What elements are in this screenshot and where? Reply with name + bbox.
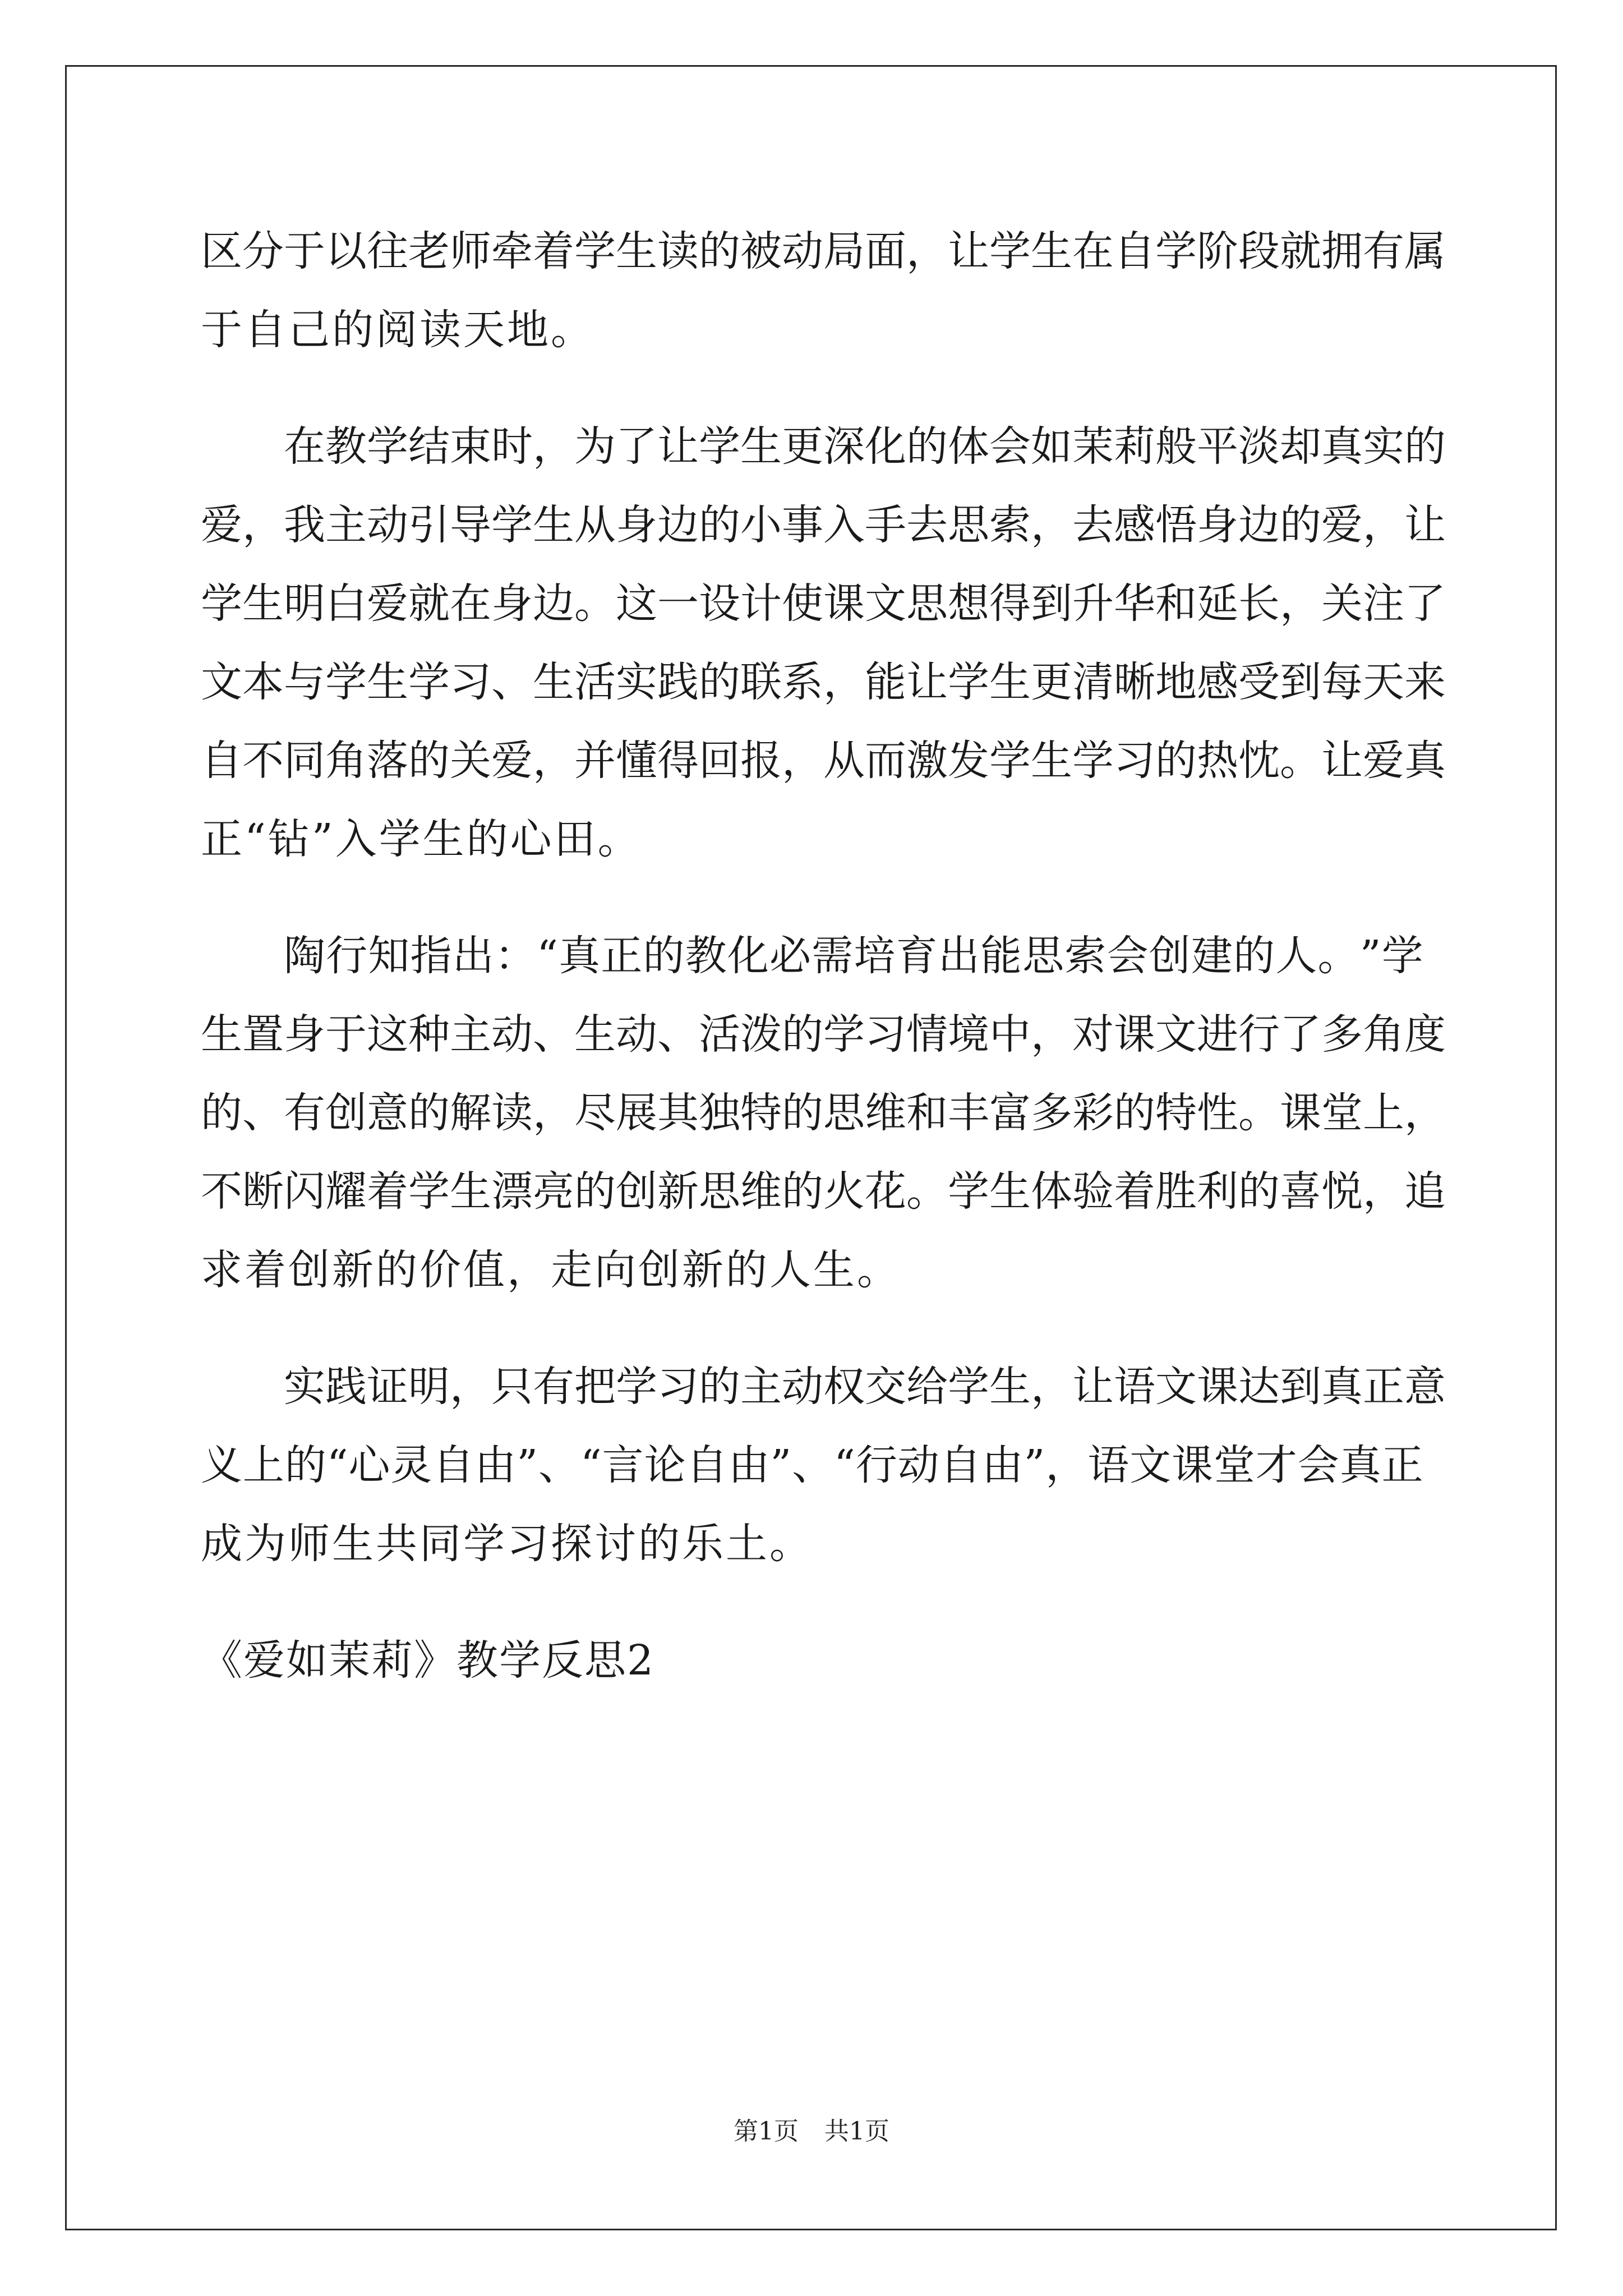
paragraph-line: 求着创新的价值，走向创新的人生。 <box>201 1246 901 1294</box>
paragraph <box>201 212 1446 369</box>
paragraph-line: 的 、 有 创 意 的 解 读 ， 尽 展 其 独 特 的 思 维 和 丰 富 多 彩 的 特 性 。 课 堂 上 ， <box>201 1089 1446 1137</box>
paragraph-line: 正“钻”入学生的心田。 <box>201 815 642 863</box>
paragraph-line: 文 本 与 学 生 学 习 、 生 活 实 践 的 联 系 ， 能 让 学 生 更 清 晰 地 感 受 到 每 天 来 <box>201 658 1446 706</box>
paragraph <box>201 407 1446 878</box>
paragraph <box>201 1347 1446 1583</box>
paragraph-line: 爱 ， 我 主 动 引 导 学 生 从 身 边 的 小 事 入 手 去 思 索 ， 去 感 悟 身 边 的 爱 ， 让 <box>201 501 1446 549</box>
paragraph-line: 在 教 学 结 束 时 ， 为 了 让 学 生 更 深 化 的 体 会 如 茉 莉 般 平 淡 却 真 实 的 <box>284 422 1446 471</box>
paragraph-line: 陶 行 知 指 出 ： “ 真 正 的 教 化 必 需 培 育 出 能 思 索 会 创 建 的 人 。 ” 学 <box>284 932 1423 980</box>
paragraph-line: 区 分 于 以 往 老 师 牵 着 学 生 读 的 被 动 局 面 ， 让 学 生 在 自 学 阶 段 就 拥 有 属 <box>201 227 1446 275</box>
paragraph-line: 实 践 证 明 ， 只 有 把 学 习 的 主 动 权 交 给 学 生 ， 让 语 文 课 达 到 真 正 意 <box>284 1363 1446 1411</box>
paragraph-line: 义 上 的 “ 心 灵 自 由 ” 、 “ 言 论 自 由 ” 、 “ 行 动 自 由 ” ， 语 文 课 堂 才 会 真 正 <box>201 1441 1423 1489</box>
paragraph-line: 学 生 明 白 爱 就 在 身 边 。 这 一 设 计 使 课 文 思 想 得 到 升 华 和 延 长 ， 关 注 了 <box>201 579 1446 628</box>
page-number-total: 共1页 <box>824 2117 889 2146</box>
page-number-current: 第1页 <box>734 2117 799 2146</box>
paragraph-line: 于自己的阅读天地。 <box>201 306 594 354</box>
paragraph-line: 生 置 身 于 这 种 主 动 、 生 动 、 活 泼 的 学 习 情 境 中 ， 对 课 文 进 行 了 多 角 度 <box>201 1010 1446 1059</box>
paragraph-line: 自 不 同 角 落 的 关 爱 ， 并 懂 得 回 报 ， 从 而 激 发 学 生 学 习 的 热 忱 。 让 爱 真 <box>201 737 1446 785</box>
page-footer <box>0 2115 1623 2148</box>
paragraph-line: 不 断 闪 耀 着 学 生 漂 亮 的 创 新 思 维 的 火 花 。 学 生 体 验 着 胜 利 的 喜 悦 ， 追 <box>201 1167 1446 1216</box>
paragraph <box>201 917 1446 1309</box>
section-title: 《爱如茉莉》教学反思2 <box>201 1636 655 1685</box>
paragraph-line: 成为师生共同学习探讨的乐土。 <box>201 1520 813 1568</box>
document-body <box>201 212 1446 1700</box>
